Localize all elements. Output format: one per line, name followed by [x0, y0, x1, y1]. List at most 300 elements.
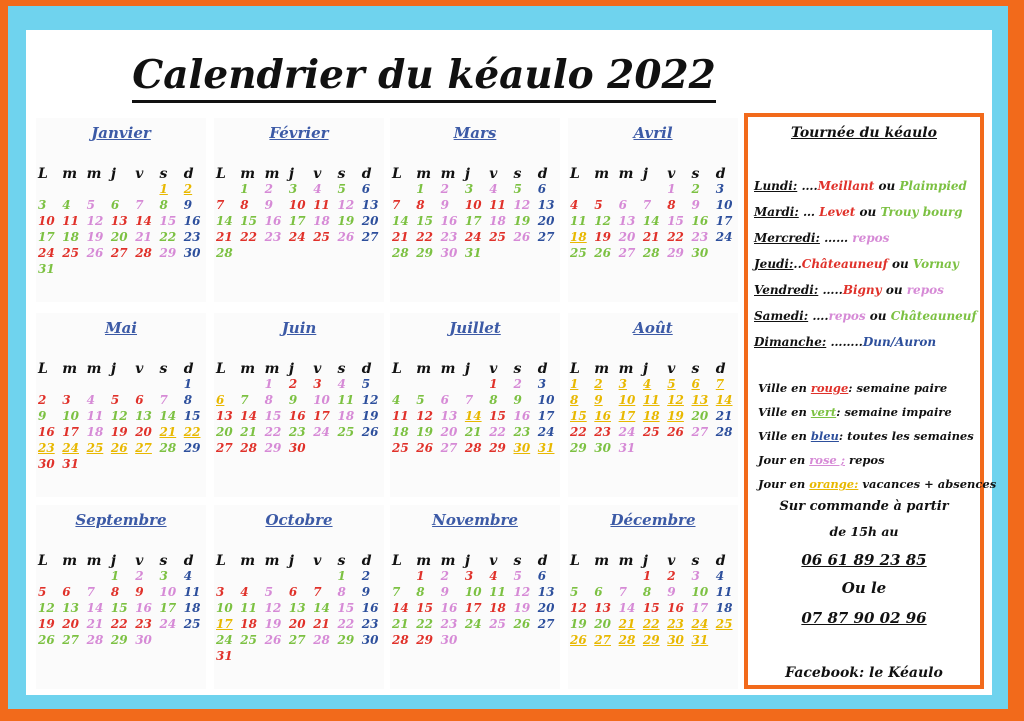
day-cell: 28: [392, 246, 409, 260]
day-cell: 5: [264, 585, 273, 599]
day-cell: 27: [62, 633, 79, 647]
month-grid: [390, 166, 560, 262]
day-cell: 7: [392, 585, 401, 599]
day-cell: 16: [264, 214, 282, 228]
day-cell: 4: [183, 569, 193, 583]
weekday-header: m: [440, 166, 456, 182]
month-name: Août: [633, 319, 673, 337]
day-cell: 13: [110, 214, 128, 228]
day-cell: 29: [110, 633, 128, 647]
schedule-row: [754, 205, 963, 219]
schedule-or: ou: [881, 283, 907, 297]
day-cell: 24: [537, 425, 555, 439]
day-cell: 5: [38, 585, 47, 599]
day-cell: 15: [337, 601, 355, 615]
day-cell: 1: [183, 377, 193, 391]
weekday-header: m: [594, 166, 610, 182]
empty-cell: [109, 182, 133, 198]
day-cell: 8: [667, 198, 676, 212]
day-cell: 4: [570, 198, 579, 212]
day-cell: 23: [594, 425, 611, 439]
weekday-header: m: [62, 361, 78, 377]
day-cell: 6: [216, 393, 225, 407]
month-name: Avril: [633, 124, 673, 142]
empty-cell: [36, 377, 60, 393]
day-cell: 6: [62, 585, 71, 599]
day-cell: 17: [464, 214, 482, 228]
day-cell: 16: [440, 601, 458, 615]
month-block: [36, 505, 206, 689]
day-cell: 16: [513, 409, 531, 423]
day-cell: 20: [537, 601, 555, 615]
day-cell: 16: [361, 601, 379, 615]
day-cell: 11: [489, 198, 506, 212]
legend-row: [758, 429, 974, 443]
day-cell: 22: [416, 230, 433, 244]
day-cell: 26: [667, 425, 684, 439]
weekday-header: s: [159, 553, 168, 569]
day-cell: 16: [667, 601, 684, 615]
day-cell: 2: [264, 182, 273, 196]
day-cell: 23: [440, 617, 458, 631]
weekday-header: m: [264, 166, 280, 182]
schedule-day: Samedi:: [754, 309, 809, 323]
schedule-town: repos: [828, 309, 866, 323]
day-cell: 9: [513, 393, 522, 407]
day-cell: 26: [594, 246, 611, 260]
day-cell: 26: [416, 441, 433, 455]
day-cell: 17: [62, 425, 79, 439]
schedule-or: ou: [874, 179, 900, 193]
legend-row: [758, 381, 947, 395]
day-cell: 10: [715, 198, 733, 212]
weekday-header: d: [183, 361, 194, 377]
day-cell: 25: [240, 633, 257, 647]
day-cell: 7: [715, 377, 725, 391]
order-line-2: de 15h au: [829, 524, 899, 539]
day-cell: 13: [216, 409, 233, 423]
weekday-header: m: [440, 553, 456, 569]
empty-cell: [390, 377, 414, 393]
day-cell: 4: [313, 182, 322, 196]
weekday-header: j: [110, 361, 116, 377]
day-cell: 3: [159, 569, 168, 583]
legend-post: : semaine impaire: [836, 405, 952, 419]
day-cell: 15: [110, 601, 128, 615]
weekday-header: L: [38, 166, 48, 182]
day-cell: 18: [240, 617, 257, 631]
day-cell: 25: [715, 617, 733, 631]
weekday-header: s: [513, 361, 522, 377]
day-cell: 24: [464, 230, 482, 244]
day-cell: 19: [513, 601, 531, 615]
day-cell: 27: [110, 246, 128, 260]
weekday-header: m: [416, 361, 432, 377]
day-cell: 30: [440, 633, 458, 647]
legend-post: vacances + absences: [858, 477, 997, 491]
schedule-day: Jeudi:: [754, 257, 794, 271]
month-name: Octobre: [265, 511, 333, 529]
day-cell: 13: [288, 601, 306, 615]
weekday-header: L: [216, 166, 226, 182]
day-cell: 7: [464, 393, 474, 407]
day-cell: 25: [570, 246, 587, 260]
weekday-header: L: [38, 553, 48, 569]
empty-cell: [238, 377, 262, 393]
day-cell: 2: [440, 569, 449, 583]
schedule-row: [754, 179, 967, 193]
schedule-sep: ..: [793, 257, 802, 271]
day-cell: 22: [110, 617, 128, 631]
day-cell: 9: [135, 585, 144, 599]
legend-word: rouge: [810, 381, 849, 395]
day-cell: 5: [594, 198, 603, 212]
day-cell: 2: [594, 377, 603, 391]
day-cell: 2: [513, 377, 522, 391]
day-cell: 24: [618, 425, 636, 439]
day-cell: 21: [216, 230, 233, 244]
month-block: [390, 505, 560, 689]
weekday-header: L: [392, 166, 402, 182]
day-cell: 1: [337, 569, 346, 583]
day-cell: 6: [288, 585, 298, 599]
day-cell: 10: [464, 198, 482, 212]
weekday-header: s: [159, 361, 168, 377]
day-cell: 12: [513, 198, 531, 212]
day-cell: 6: [135, 393, 144, 407]
day-cell: 26: [264, 633, 282, 647]
day-cell: 30: [361, 633, 379, 647]
day-cell: 16: [594, 409, 611, 423]
day-cell: 22: [642, 617, 660, 631]
empty-cell: [36, 182, 60, 198]
day-cell: 1: [264, 377, 273, 391]
day-cell: 21: [618, 617, 636, 631]
empty-cell: [133, 377, 157, 393]
day-cell: 30: [667, 633, 684, 647]
empty-cell: [439, 377, 463, 393]
day-cell: 4: [240, 585, 249, 599]
day-cell: 11: [715, 585, 733, 599]
day-cell: 2: [183, 182, 193, 196]
day-cell: 10: [62, 409, 79, 423]
day-cell: 3: [464, 569, 474, 583]
weekday-header: m: [86, 553, 102, 569]
weekday-header: s: [513, 166, 522, 182]
day-cell: 1: [416, 182, 425, 196]
day-cell: 17: [38, 230, 55, 244]
day-cell: 14: [216, 214, 233, 228]
day-cell: 1: [159, 182, 168, 196]
weekday-header: L: [392, 553, 402, 569]
day-cell: 5: [86, 198, 95, 212]
day-cell: 31: [62, 457, 79, 471]
legend-word: vert: [810, 405, 837, 419]
weekday-header: j: [288, 166, 294, 182]
empty-cell: [133, 182, 157, 198]
weekday-header: m: [594, 361, 610, 377]
day-cell: 12: [513, 585, 531, 599]
day-cell: 5: [337, 182, 346, 196]
weekday-header: m: [62, 166, 78, 182]
day-cell: 7: [86, 585, 95, 599]
day-cell: 23: [440, 230, 458, 244]
day-cell: 27: [135, 441, 152, 455]
weekday-header: s: [691, 166, 700, 182]
schedule-sep: ….: [808, 309, 829, 323]
day-cell: 25: [392, 441, 409, 455]
weekday-header: s: [337, 361, 346, 377]
day-cell: 6: [594, 585, 603, 599]
day-cell: 7: [216, 198, 225, 212]
day-cell: 7: [618, 585, 627, 599]
day-cell: 1: [667, 182, 676, 196]
month-grid: [36, 166, 206, 278]
day-cell: 28: [618, 633, 636, 647]
day-cell: 13: [691, 393, 709, 407]
day-cell: 30: [38, 457, 55, 471]
day-cell: 7: [642, 198, 652, 212]
day-cell: 22: [667, 230, 684, 244]
day-cell: 25: [489, 230, 506, 244]
month-block: [568, 505, 738, 689]
schedule-town: Meillant: [817, 179, 875, 193]
day-cell: 17: [159, 601, 177, 615]
day-cell: 9: [691, 198, 700, 212]
month-name: Mai: [104, 319, 138, 337]
day-cell: 11: [570, 214, 587, 228]
day-cell: 13: [62, 601, 79, 615]
day-cell: 11: [337, 393, 355, 407]
day-cell: 16: [38, 425, 55, 439]
weekday-header: m: [240, 553, 256, 569]
day-cell: 3: [313, 377, 322, 391]
day-cell: 10: [38, 214, 55, 228]
day-cell: 14: [392, 601, 409, 615]
legend-word: orange:: [809, 477, 859, 491]
day-cell: 18: [337, 409, 355, 423]
month-grid: [568, 361, 738, 457]
day-cell: 9: [264, 198, 273, 212]
day-cell: 20: [62, 617, 79, 631]
day-cell: 25: [489, 617, 506, 631]
empty-cell: [390, 569, 414, 585]
day-cell: 22: [416, 617, 433, 631]
day-cell: 8: [110, 585, 120, 599]
day-cell: 17: [288, 214, 306, 228]
day-cell: 4: [86, 393, 95, 407]
day-cell: 8: [159, 198, 168, 212]
month-block: [214, 118, 384, 302]
month-name: Novembre: [432, 511, 518, 529]
weekday-header: m: [240, 361, 256, 377]
facebook-line: Facebook: le Kéaulo: [785, 665, 943, 681]
day-cell: 6: [691, 377, 700, 391]
schedule-or: ou: [865, 309, 891, 323]
empty-cell: [157, 377, 181, 393]
day-cell: 20: [691, 409, 709, 423]
legend-pre: Ville en: [758, 381, 811, 395]
day-cell: 15: [416, 214, 433, 228]
schedule-town-alt: Vornay: [912, 257, 959, 271]
day-cell: 4: [392, 393, 401, 407]
weekday-header: m: [618, 166, 634, 182]
weekday-header: j: [110, 166, 116, 182]
day-cell: 3: [464, 182, 474, 196]
weekday-header: j: [642, 166, 648, 182]
empty-cell: [311, 569, 335, 585]
empty-cell: [390, 182, 414, 198]
weekday-header: d: [361, 361, 372, 377]
day-cell: 25: [313, 230, 330, 244]
day-cell: 20: [594, 617, 611, 631]
day-cell: 19: [86, 230, 104, 244]
day-cell: 27: [288, 633, 306, 647]
day-cell: 26: [513, 230, 531, 244]
day-cell: 12: [570, 601, 587, 615]
schedule-sep: …..: [818, 283, 843, 297]
day-cell: 13: [537, 585, 555, 599]
month-grid: [390, 553, 560, 649]
weekday-header: s: [337, 553, 346, 569]
weekday-header: v: [667, 553, 676, 569]
day-cell: 27: [594, 633, 611, 647]
empty-cell: [641, 182, 665, 198]
day-cell: 2: [288, 377, 298, 391]
day-cell: 18: [570, 230, 587, 244]
empty-cell: [214, 377, 238, 393]
day-cell: 12: [86, 214, 104, 228]
day-cell: 20: [361, 214, 379, 228]
day-cell: 28: [464, 441, 482, 455]
day-cell: 18: [62, 230, 79, 244]
day-cell: 29: [264, 441, 282, 455]
day-cell: 14: [392, 214, 409, 228]
day-cell: 19: [337, 214, 355, 228]
day-cell: 26: [361, 425, 379, 439]
weekday-header: m: [240, 166, 256, 182]
day-cell: 10: [288, 198, 306, 212]
weekday-header: L: [216, 553, 226, 569]
day-cell: 28: [715, 425, 733, 439]
weekday-header: m: [86, 361, 102, 377]
weekday-header: L: [570, 361, 580, 377]
day-cell: 23: [361, 617, 379, 631]
empty-cell: [414, 377, 438, 393]
day-cell: 24: [62, 441, 79, 455]
schedule-sep: ……..: [826, 335, 863, 349]
weekday-header: v: [313, 166, 322, 182]
day-cell: 9: [183, 198, 193, 212]
day-cell: 26: [513, 617, 531, 631]
day-cell: 6: [110, 198, 120, 212]
weekday-header: L: [216, 361, 226, 377]
day-cell: 19: [38, 617, 55, 631]
day-cell: 3: [216, 585, 225, 599]
weekday-header: j: [288, 361, 294, 377]
day-cell: 3: [38, 198, 47, 212]
day-cell: 18: [489, 214, 506, 228]
day-cell: 6: [440, 393, 449, 407]
day-cell: 5: [513, 182, 522, 196]
weekday-header: d: [183, 166, 194, 182]
day-cell: 4: [489, 569, 498, 583]
schedule-or: ou: [855, 205, 881, 219]
empty-cell: [592, 569, 616, 585]
day-cell: 27: [691, 425, 709, 439]
day-cell: 13: [361, 198, 379, 212]
day-cell: 15: [667, 214, 684, 228]
day-cell: 27: [440, 441, 458, 455]
day-cell: 30: [594, 441, 611, 455]
weekday-header: d: [361, 166, 372, 182]
weekday-header: v: [313, 361, 322, 377]
empty-cell: [214, 569, 238, 585]
day-cell: 21: [313, 617, 330, 631]
day-cell: 12: [264, 601, 282, 615]
day-cell: 29: [337, 633, 355, 647]
weekday-header: s: [513, 553, 522, 569]
weekday-header: L: [570, 553, 580, 569]
day-cell: 17: [313, 409, 330, 423]
day-cell: 17: [464, 601, 482, 615]
weekday-header: v: [667, 166, 676, 182]
legend-pre: Jour en: [758, 477, 810, 491]
day-cell: 17: [216, 617, 233, 631]
legend-row: [758, 453, 885, 467]
month-grid: [214, 166, 384, 262]
schedule-town: Levet: [819, 205, 856, 219]
day-cell: 23: [183, 230, 201, 244]
schedule-day: Vendredi:: [754, 283, 819, 297]
day-cell: 1: [570, 377, 579, 391]
day-cell: 8: [183, 393, 193, 407]
month-name: Janvier: [91, 124, 151, 142]
legend-row: [758, 405, 952, 419]
day-cell: 2: [361, 569, 371, 583]
empty-cell: [85, 182, 109, 198]
schedule-day: Mercredi:: [754, 231, 820, 245]
day-cell: 11: [313, 198, 330, 212]
day-cell: 16: [691, 214, 709, 228]
day-cell: 21: [159, 425, 177, 439]
day-cell: 2: [667, 569, 676, 583]
day-cell: 4: [489, 182, 498, 196]
schedule-town: Châteauneuf: [801, 257, 888, 271]
day-cell: 1: [110, 569, 120, 583]
month-name: Février: [269, 124, 329, 142]
day-cell: 3: [62, 393, 71, 407]
month-block: [36, 313, 206, 497]
month-block: [568, 313, 738, 497]
day-cell: 17: [691, 601, 709, 615]
day-cell: 21: [464, 425, 482, 439]
weekday-header: v: [489, 553, 498, 569]
day-cell: 28: [240, 441, 257, 455]
weekday-header: L: [392, 361, 402, 377]
day-cell: 13: [440, 409, 458, 423]
day-cell: 28: [135, 246, 152, 260]
day-cell: 20: [618, 230, 636, 244]
day-cell: 1: [416, 569, 425, 583]
day-cell: 7: [159, 393, 168, 407]
day-cell: 14: [642, 214, 660, 228]
day-cell: 14: [240, 409, 257, 423]
empty-cell: [109, 377, 133, 393]
weekday-header: d: [537, 553, 548, 569]
month-name: Juillet: [449, 319, 501, 337]
day-cell: 15: [159, 214, 177, 228]
